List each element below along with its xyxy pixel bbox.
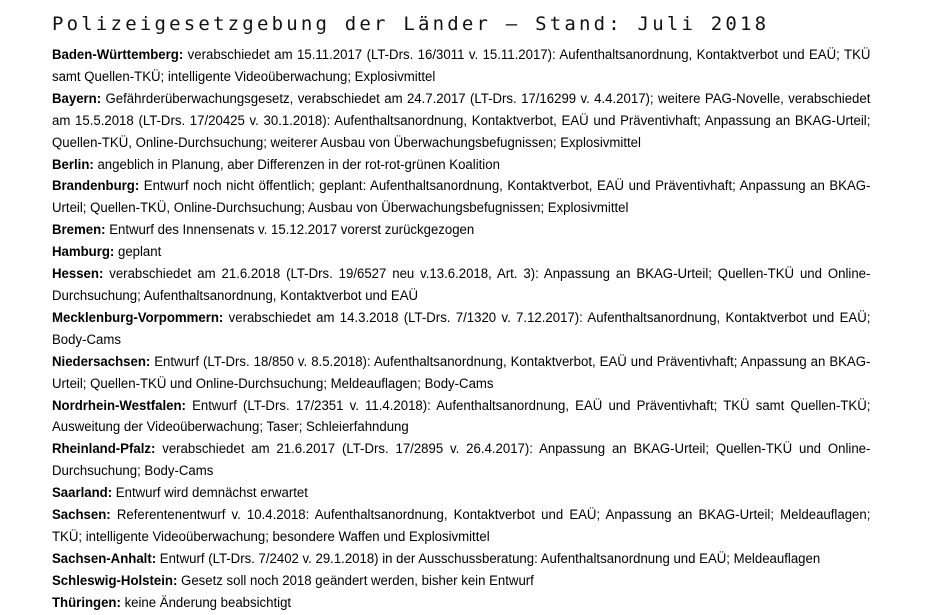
state-description: Referentenentwurf v. 10.4.2018: Aufenthaltsanordnung, Kontaktverbot und EAÜ; Anpassung an BKAG-Urteil; Meldeauflagen; TKÜ; intelligente Videoüberwachung; besondere Waffen und Explosivmittel	[52, 507, 871, 545]
state-entry-nordrhein-westfalen	[52, 396, 870, 440]
state-entry-brandenburg	[52, 176, 870, 220]
state-entry-saarland	[52, 483, 870, 505]
state-name: Bremen:	[52, 222, 106, 239]
state-description: Entwurf (LT-Drs. 18/850 v. 8.5.2018): Aufenthaltsanordnung, Kontaktverbot, EAÜ und Präventivhaft; Anpassung an BKAG-Urteil; Quellen-TKÜ und Online-Durchsuchung; Meldeauflagen; Body-Cams	[52, 353, 871, 392]
document-title: Polizeigesetzgebung der Länder – Stand: Juli 2018	[52, 13, 770, 35]
state-entry-bremen	[52, 220, 870, 242]
state-entry-baden-wuerttemberg	[52, 45, 870, 89]
state-entry-schleswig-holstein	[52, 571, 870, 593]
state-description: Gefährderüberwachungsgesetz, verabschiedet am 24.7.2017 (LT-Drs. 17/16299 v. 4.4.2017); weitere PAG-Novelle, verabschiedet am 15.5.2018 (LT-Drs. 17/20425 v. 30.1.2018): Aufenthaltsanordnung, Kontaktverbot, EAÜ und Präventivhaft; Anpassung an BKAG-Urteil; Quellen-TKÜ, Online-Durchsuchung; weiterer Ausbau von Überwachungsbefugnissen; Explosivmittel	[52, 90, 871, 151]
state-name: Mecklenburg-Vorpommern:	[52, 309, 224, 326]
state-entry-bayern	[52, 89, 870, 155]
state-entry-mecklenburg-vorpommern	[52, 308, 870, 352]
state-description: geplant	[117, 244, 162, 261]
state-description: Entwurf des Innensenats v. 15.12.2017 vorerst zurückgezogen	[109, 222, 475, 239]
state-description: verabschiedet am 14.3.2018 (LT-Drs. 7/1320 v. 7.12.2017): Aufenthaltsanordnung, Kontaktverbot und EAÜ; Body-Cams	[52, 309, 871, 348]
state-name: Thüringen:	[52, 594, 121, 611]
state-entry-hamburg	[52, 242, 870, 264]
state-name: Schleswig-Holstein:	[52, 572, 178, 589]
state-description: Entwurf wird demnächst erwartet	[115, 485, 308, 502]
state-entry-hessen	[52, 264, 870, 308]
state-description: verabschiedet am 15.11.2017 (LT-Drs. 16/3011 v. 15.11.2017): Aufenthaltsanordnung, Kontaktverbot und EAÜ; TKÜ samt Quellen-TKÜ; intelligente Videoüberwachung; Explosivmittel	[52, 47, 871, 85]
state-entry-sachsen-anhalt	[52, 549, 870, 571]
state-description: Gesetz soll noch 2018 geändert werden, bisher kein Entwurf	[181, 572, 534, 589]
state-name: Sachsen-Anhalt:	[52, 550, 157, 567]
state-description: verabschiedet am 21.6.2017 (LT-Drs. 17/2895 v. 26.4.2017): Anpassung an BKAG-Urteil; Quellen-TKÜ und Online-Durchsuchung; Body-Cams	[52, 441, 871, 480]
state-name: Rheinland-Pfalz:	[52, 441, 156, 458]
state-name: Sachsen:	[52, 507, 111, 524]
state-name: Saarland:	[52, 485, 113, 502]
state-entry-berlin	[52, 155, 870, 177]
state-description: verabschiedet am 21.6.2018 (LT-Drs. 19/6527 neu v.13.6.2018, Art. 3): Anpassung an BKAG-Urteil; Quellen-TKÜ und Online-Durchsuchung; Aufenthaltsanordnung, Kontaktverbot und EAÜ	[52, 266, 871, 304]
state-name: Hamburg:	[52, 244, 115, 261]
state-entry-niedersachsen	[52, 352, 870, 396]
state-description: Entwurf (LT-Drs. 7/2402 v. 29.1.2018) in der Ausschussberatung: Aufenthaltsanordnung und EAÜ; Meldeauflagen	[159, 550, 821, 567]
state-description: Entwurf noch nicht öffentlich; geplant: Aufenthaltsanordnung, Kontaktverbot, EAÜ und Präventivhaft; Anpassung an BKAG-Urteil; Quellen-TKÜ, Online-Durchsuchung; Ausbau von Überwachungsbefugnissen; Explosivmittel	[52, 178, 871, 217]
state-description: angeblich in Planung, aber Differenzen in der rot-rot-grünen Koalition	[97, 156, 500, 173]
state-entry-rheinland-pfalz	[52, 439, 870, 483]
state-name: Baden-Württemberg:	[52, 47, 184, 63]
state-entry-sachsen	[52, 505, 870, 549]
state-name: Nordrhein-Westfalen:	[52, 397, 186, 414]
state-name: Bayern:	[52, 90, 102, 107]
state-description: keine Änderung beabsichtigt	[124, 594, 292, 611]
state-list	[52, 45, 871, 615]
state-name: Hessen:	[52, 266, 104, 283]
state-name: Berlin:	[52, 156, 94, 173]
state-entry-thueringen	[52, 593, 870, 615]
state-name: Niedersachsen:	[52, 353, 151, 370]
state-description: Entwurf (LT-Drs. 17/2351 v. 11.4.2018): Aufenthaltsanordnung, EAÜ und Präventivhaft; TKÜ samt Quellen-TKÜ; Ausweitung der Videoüberwachung; Taser; Schleierfahndung	[52, 397, 871, 436]
state-name: Brandenburg:	[52, 178, 140, 195]
